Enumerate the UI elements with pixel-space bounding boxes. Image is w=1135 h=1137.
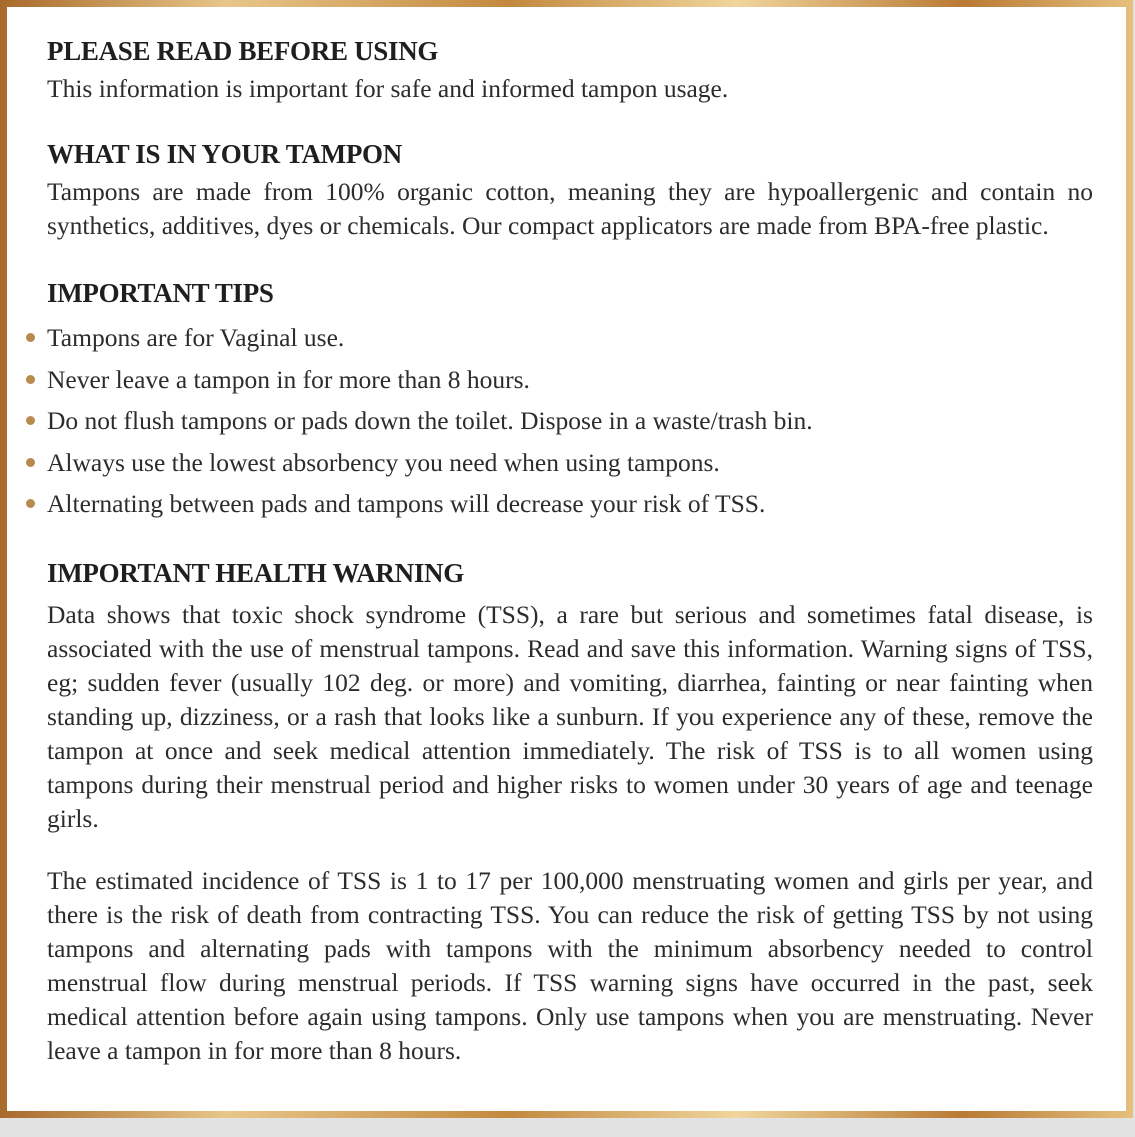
important-tips-heading: IMPORTANT TIPS (47, 278, 274, 308)
tip-item (47, 442, 1093, 484)
bullet-icon (26, 375, 35, 384)
tip-text: Tampons are for Vaginal use. (47, 323, 345, 352)
read-before-heading: PLEASE READ BEFORE USING (47, 36, 439, 66)
whats-in-tampon-heading: WHAT IS IN YOUR TAMPON (47, 139, 402, 169)
tip-item (47, 483, 1093, 525)
tip-text: Never leave a tampon in for more than 8 hours. (47, 364, 530, 394)
tip-text: Always use the lowest absorbency you need when using tampons. (47, 447, 720, 477)
tips-list (47, 317, 1093, 525)
bullet-icon (26, 458, 35, 467)
health-warning-paragraph-1: Data shows that toxic shock syndrome (TSS), a rare but serious and sometimes fatal disease, is associated with the use of menstrual tampons. Read and save this information. Warning signs of TSS, eg; sudden fever (usually 102 deg. or more) and vomiting, diarrhea, fainting or near fainting when standing up, dizziness, or a rash that looks like a sunburn. If you experience any of these, remove the tampon at once and seek medical attention immediately. The risk of TSS is to all women using tampons during their menstrual period and higher risks to women under 30 years of age and teenage girls. (47, 599, 1093, 833)
health-warning-paragraph-2: The estimated incidence of TSS is 1 to 17 per 100,000 menstruating women and girls per year, and there is the risk of death from contracting TSS. You can reduce the risk of getting TSS by not using tampons and alternating pads with tampons with the minimum absorbency needed to control menstrual flow during menstrual periods. If TSS warning signs have occurred in the past, seek medical attention before again using tampons. Only use tampons when you are menstruating. Never leave a tampon in for more than 8 hours. (47, 865, 1093, 1065)
bullet-icon (26, 333, 35, 342)
whats-in-tampon-text: Tampons are made from 100% organic cotton, meaning they are hypoallergenic and contain no synthetics, additives, dyes or chemicals. Our compact applicators are made from BPA-free plastic. (47, 177, 1093, 240)
tip-text: Alternating between pads and tampons will decrease your risk of TSS. (47, 489, 766, 518)
tip-item (47, 317, 1093, 359)
read-before-text: This information is important for safe and informed tampon usage. (47, 74, 729, 103)
tip-text: Do not flush tampons or pads down the toilet. Dispose in a waste/trash bin. (47, 406, 813, 435)
info-content (47, 34, 1093, 1068)
health-warning-heading: IMPORTANT HEALTH WARNING (47, 557, 464, 588)
bullet-icon (26, 499, 35, 508)
tip-item (47, 359, 1093, 401)
bullet-icon (26, 416, 35, 425)
tip-item (47, 400, 1093, 442)
